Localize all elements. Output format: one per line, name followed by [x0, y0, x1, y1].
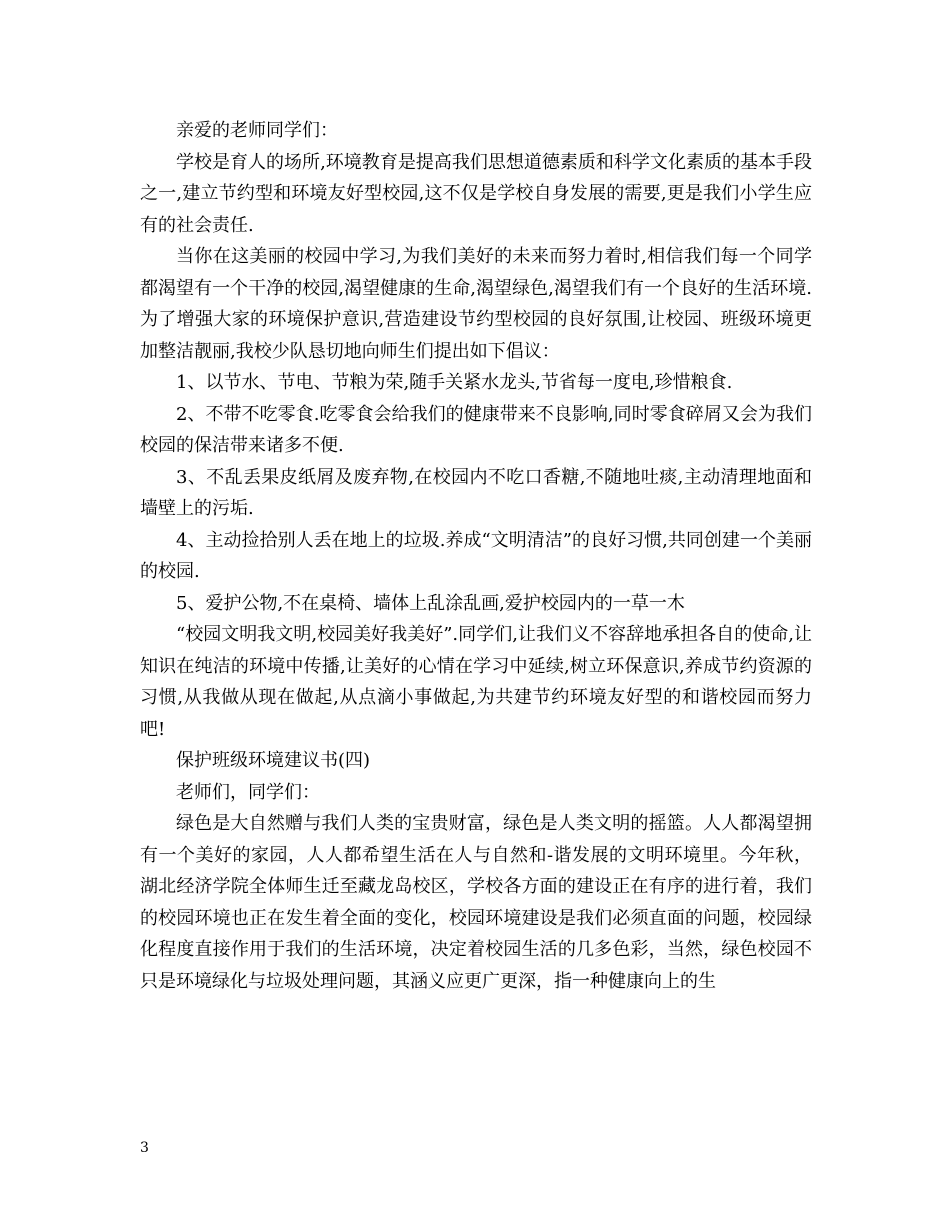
document-body [140, 115, 812, 997]
body-paragraph: 绿色是大自然赠与我们人类的宝贵财富，绿色是人类文明的摇篮。人人都渴望拥有一个美好的家园，人人都希望生活在人与自然和-谐发展的文明环境里。今年秋，湖北经济学院全体师生迁至藏龙岛校区，学校各方面的建设正在有序的进行着，我们的校园环境也正在发生着全面的变化，校园环境建设是我们必须直面的问题，校园绿化程度直接作用于我们的生活环境，决定着校园生活的几多色彩，当然，绿色校园不只是环境绿化与垃圾处理问题，其涵义应更广更深，指一种健康向上的生 [140, 813, 812, 992]
body-paragraph: 学校是育人的场所,环境教育是提高我们思想道德素质和科学文化素质的基本手段之一,建立节约型和环境友好型校园,这不仅是学校自身发展的需要,更是我们小学生应有的社会责任. [140, 151, 812, 236]
proposal-item-3: 3、不乱丢果皮纸屑及废弃物,在校园内不吃口香糖,不随地吐痰,主动清理地面和墙壁上的污垢. [140, 466, 812, 519]
body-paragraph: “校园文明我文明,校园美好我美好”.同学们,让我们义不容辞地承担各自的使命,让知识在纯洁的环境中传播,让美好的心情在学习中延续,树立环保意识,养成节约资源的习惯,从我做从现在做起,从点滴小事做起,为共建节约环境友好型的和谐校园而努力吧! [140, 624, 812, 740]
body-paragraph: 当你在这美丽的校园中学习,为我们美好的未来而努力着时,相信我们每一个同学都渴望有一个干净的校园,渴望健康的生命,渴望绿色,渴望我们有一个良好的生活环境.为了增强大家的环境保护意识,营造建设节约型校园的良好氛围,让校园、班级环境更加整洁靓丽,我校少队恳切地向师生们提出如下倡议： [140, 246, 812, 362]
proposal-item-5: 5、爱护公物,不在桌椅、墙体上乱涂乱画,爱护校园内的一草一木 [176, 592, 685, 614]
proposal-item-1: 1、以节水、节电、节粮为荣,随手关紧水龙头,节省每一度电,珍惜粮食. [176, 372, 733, 393]
proposal-item-4: 4、主动捡拾别人丢在地上的垃圾.养成“文明清洁”的良好习惯,共同创建一个美丽的校园. [140, 529, 812, 582]
greeting-paragraph: 亲爱的老师同学们： [176, 120, 338, 141]
proposal-item-2: 2、不带不吃零食.吃零食会给我们的健康带来不良影响,同时零食碎屑又会为我们校园的保洁带来诸多不便. [140, 403, 812, 456]
greeting-paragraph: 老师们，同学们： [176, 781, 320, 803]
page-number: 3 [140, 1140, 149, 1156]
section-heading: 保护班级环境建议书(四) [176, 750, 371, 771]
